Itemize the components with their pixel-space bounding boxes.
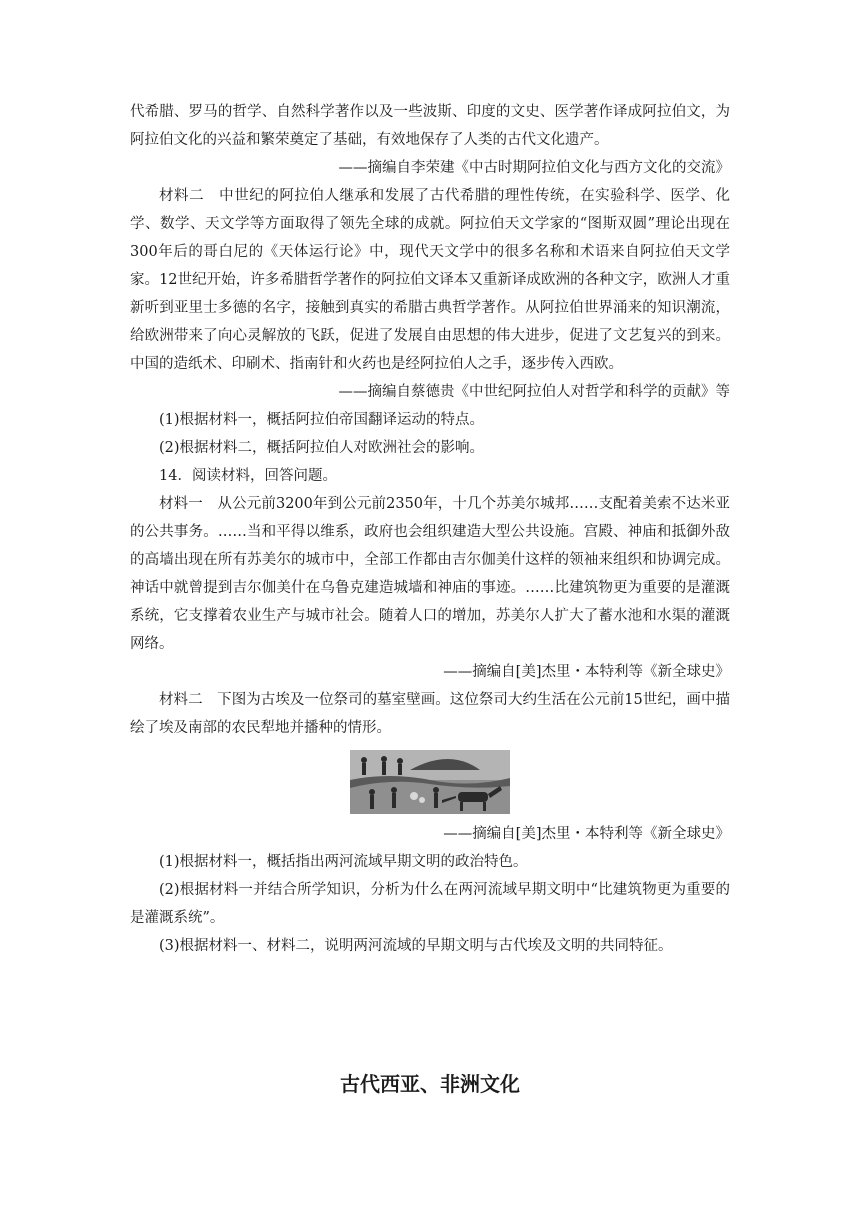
source-citation: ——摘编自李荣建《中古时期阿拉伯文化与西方文化的交流》 [338, 160, 730, 176]
tomb-mural-figure [130, 750, 730, 814]
material-2-paragraph: 材料二 中世纪的阿拉伯人继承和发展了古代希腊的理性传统，在实验科学、医学、化学、数学、天文学等方面取得了领先全球的成就。阿拉伯天文学家的“图斯双圆”理论出现在300年后的哥白尼的《天体运行论》中，现代天文学中的很多名称和术语来自阿拉伯天文学家。12世纪开始，许多希腊哲学著作的阿拉伯文译本又重新译成欧洲的各种文字，欧洲人才重新听到亚里士多德的名字，接触到真实的希腊古典哲学著作。从阿拉伯世界涌来的知识潮流，给欧洲带来了向心灵解放的飞跃，促进了发展自由思想的伟大进步，促进了文艺复兴的到来。中国的造纸术、印刷术、指南针和火药也是经阿拉伯人之手，逐步传入西欧。 [130, 188, 730, 372]
source-citation: ——摘编自[美]杰里・本特利等《新全球史》 [443, 664, 730, 680]
question-14-heading: 14．阅读材料，回答问题。 [159, 468, 337, 484]
source-citation: ——摘编自蔡德贵《中世纪阿拉伯人对哲学和科学的贡献》等 [338, 384, 730, 400]
question-14-material-1: 材料一 从公元前3200年到公元前2350年，十几个苏美尔城邦……支配着美索不达米亚的公共事务。……当和平得以维系，政府也会组织建造大型公共设施。宫殿、神庙和抵御外敌的高墙出现在所有苏美尔的城市中，全部工作都由吉尔伽美什这样的领袖来组织和协调完成。神话中就曾提到吉尔伽美什在乌鲁克建造城墙和神庙的事迹。……比建筑物更为重要的是灌溉系统，它支撑着农业生产与城市社会。随着人口的增加，苏美尔人扩大了蓄水池和水渠的灌溉网络。 [130, 496, 730, 652]
section-title: 古代西亚、非洲文化 [340, 1072, 520, 1096]
material-1-continuation: 代希腊、罗马的哲学、自然科学著作以及一些波斯、印度的文史、医学著作译成阿拉伯文，为阿拉伯文化的兴益和繁荣奠定了基础，有效地保存了人类的古代文化遗产。 [130, 104, 730, 148]
question-13-1: (1)根据材料一，概括阿拉伯帝国翻译运动的特点。 [159, 412, 485, 428]
question-14-1: (1)根据材料一，概括指出两河流域早期文明的政治特色。 [159, 854, 528, 870]
egyptian-tomb-mural-image [350, 750, 510, 814]
question-13-2: (2)根据材料二，概括阿拉伯人对欧洲社会的影响。 [159, 440, 485, 456]
question-14-material-2: 材料二 下图为古埃及一位祭司的墓室壁画。这位祭司大约生活在公元前15世纪，画中描绘了埃及南部的农民犁地并播种的情形。 [130, 692, 730, 736]
question-14-3: (3)根据材料一、材料二，说明两河流域的早期文明与古代埃及文明的共同特征。 [159, 938, 673, 954]
document-body [130, 98, 730, 960]
question-14-2: (2)根据材料一并结合所学知识，分析为什么在两河流域早期文明中“比建筑物更为重要的是灌溉系统”。 [130, 882, 730, 926]
source-citation: ——摘编自[美]杰里・本特利等《新全球史》 [443, 826, 730, 842]
